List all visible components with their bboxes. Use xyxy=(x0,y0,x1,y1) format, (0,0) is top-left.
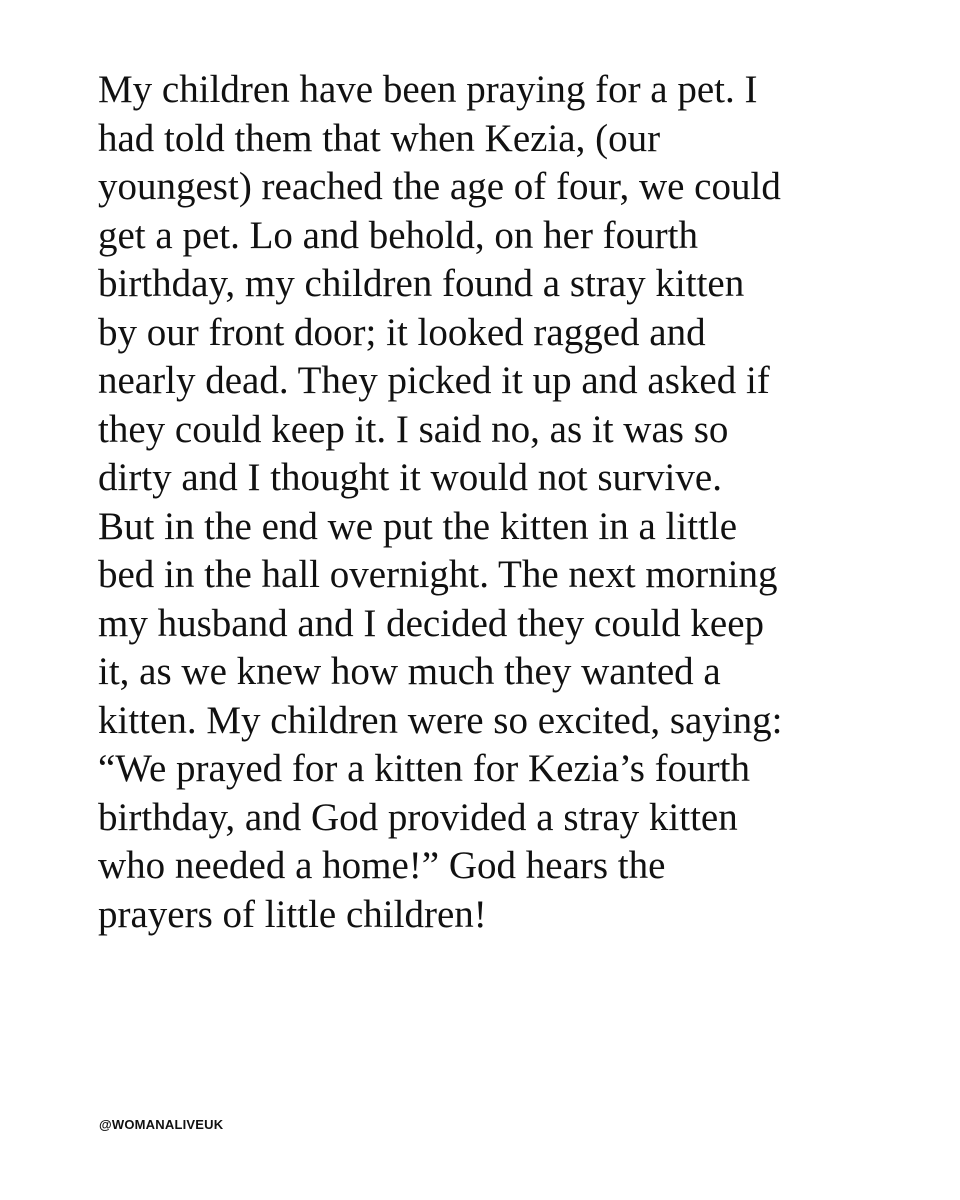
story-line: “We prayed for a kitten for Kezia’s fourth xyxy=(98,747,750,790)
story-line: they could keep it. I said no, as it was so xyxy=(98,407,729,451)
story-line: birthday, and God provided a stray kitten xyxy=(98,795,738,839)
story-line: my husband and I decided they could keep xyxy=(98,601,765,645)
story-line: had told them that when Kezia, (our xyxy=(98,116,661,160)
story-line: by our front door; it looked ragged and xyxy=(98,310,706,354)
story-line: But in the end we put the kitten in a little xyxy=(98,504,738,548)
story-line: kitten. My children were so excited, saying: xyxy=(98,698,783,742)
story-text xyxy=(98,66,878,939)
story-line: youngest) reached the age of four, we could xyxy=(98,165,781,208)
story-line: My children have been praying for a pet. I xyxy=(98,68,758,111)
story-line: nearly dead. They picked it up and asked if xyxy=(98,359,770,402)
story-line: who needed a home!” God hears the xyxy=(98,844,666,887)
story-line: get a pet. Lo and behold, on her fourth xyxy=(98,213,698,257)
story-line: it, as we knew how much they wanted a xyxy=(98,650,721,693)
story-line: birthday, my children found a stray kitten xyxy=(98,262,745,305)
account-handle: @WOMANALIVEUK xyxy=(99,1117,224,1132)
story-line: prayers of little children! xyxy=(98,892,487,936)
story-line: dirty and I thought it would not survive. xyxy=(98,456,722,499)
story-line: bed in the hall overnight. The next morning xyxy=(98,553,778,596)
